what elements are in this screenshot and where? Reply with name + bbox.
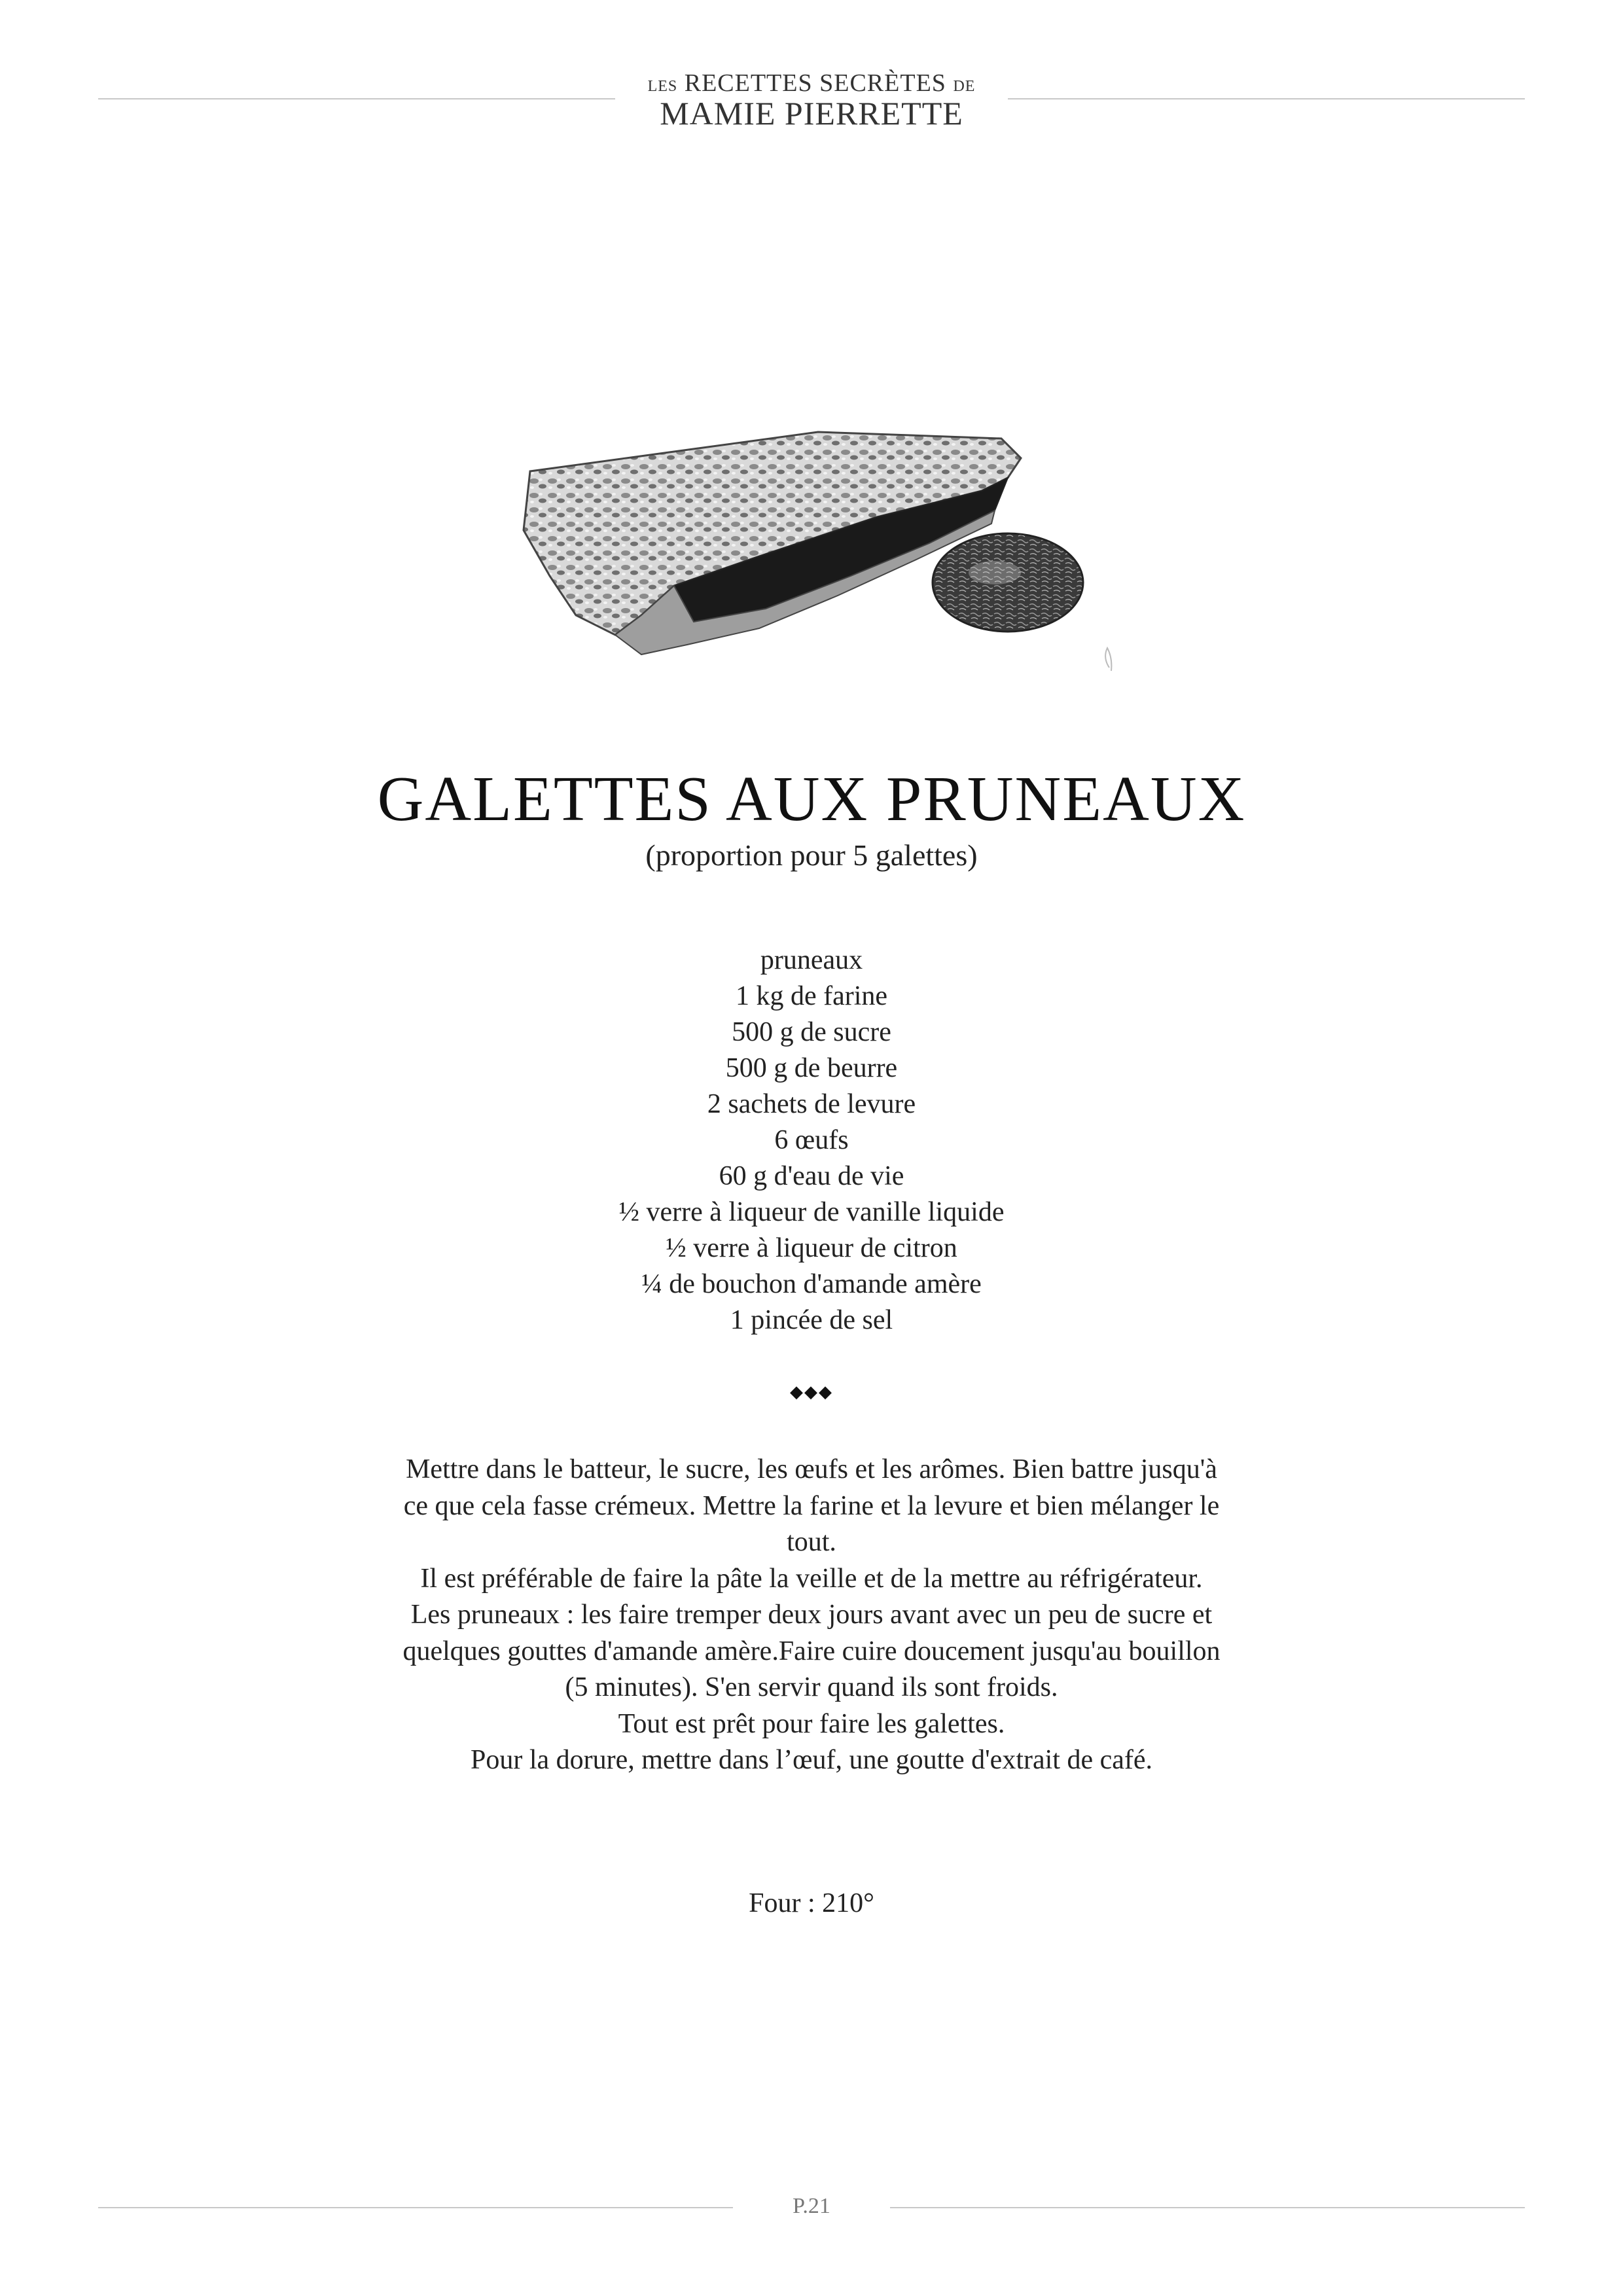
- ingredient-item: 6 œufs: [774, 1125, 849, 1155]
- header-rule-right: [1008, 98, 1525, 99]
- brand-name: MAMIE PIERRETTE: [660, 95, 963, 132]
- ingredient-list: [0, 942, 1623, 1338]
- recipe-title: GALETTES AUX PRUNEAUX: [377, 764, 1246, 834]
- brand-prefix: LES: [647, 78, 678, 95]
- ingredient-item: ½ verre à liqueur de citron: [666, 1233, 957, 1263]
- instruction-paragraph: Il est préférable de faire la pâte la veille et de la mettre au réfrigérateur.: [420, 1563, 1203, 1594]
- diamond-separator: ◆◆◆: [790, 1382, 833, 1401]
- brand-line-top: [628, 71, 995, 96]
- footer-rule-left: [98, 2207, 733, 2208]
- instruction-paragraph: Mettre dans le batteur, le sucre, les œufs et les arômes. Bien battre jusqu'à ce que cela fasse crémeux. Mettre la farine et la levure et bien mélanger le tout.: [403, 1454, 1220, 1557]
- instruction-paragraph: Les pruneaux : les faire tremper deux jours avant avec un peu de sucre et quelques gouttes d'amande amère.Faire cuire doucement jusqu'au bouillon (5 minutes). S'en servir quand ils sont froids.: [402, 1600, 1221, 1702]
- footer-rule-right: [890, 2207, 1525, 2208]
- ingredient-item: 1 pincée de sel: [730, 1305, 893, 1335]
- ingredient-item: 500 g de beurre: [725, 1053, 898, 1083]
- brand-middle: RECETTES SECRÈTES: [684, 69, 946, 97]
- brand-logo: [628, 71, 995, 130]
- instruction-paragraph: Tout est prêt pour faire les galettes.: [618, 1708, 1005, 1739]
- brand-suffix: DE: [953, 78, 976, 95]
- recipe-subtitle: (proportion pour 5 galettes): [645, 838, 978, 872]
- ingredient-item: ½ verre à liqueur de vanille liquide: [618, 1197, 1005, 1227]
- ingredient-item: pruneaux: [760, 945, 863, 975]
- header-rule-left: [98, 98, 615, 99]
- galette-prune-illustration: [510, 419, 1126, 694]
- ingredient-item: 1 kg de farine: [735, 981, 888, 1011]
- instruction-paragraph: Pour la dorure, mettre dans l’œuf, une goutte d'extrait de café.: [470, 1745, 1153, 1775]
- ingredient-item: 60 g d'eau de vie: [719, 1161, 904, 1191]
- instructions-block: [393, 1452, 1230, 1779]
- page-number: P.21: [793, 2194, 830, 2218]
- ingredient-item: ¼ de bouchon d'amande amère: [641, 1269, 982, 1299]
- ingredient-item: 500 g de sucre: [732, 1017, 891, 1047]
- ingredient-item: 2 sachets de levure: [707, 1089, 916, 1119]
- oven-temperature: Four : 210°: [749, 1888, 874, 1918]
